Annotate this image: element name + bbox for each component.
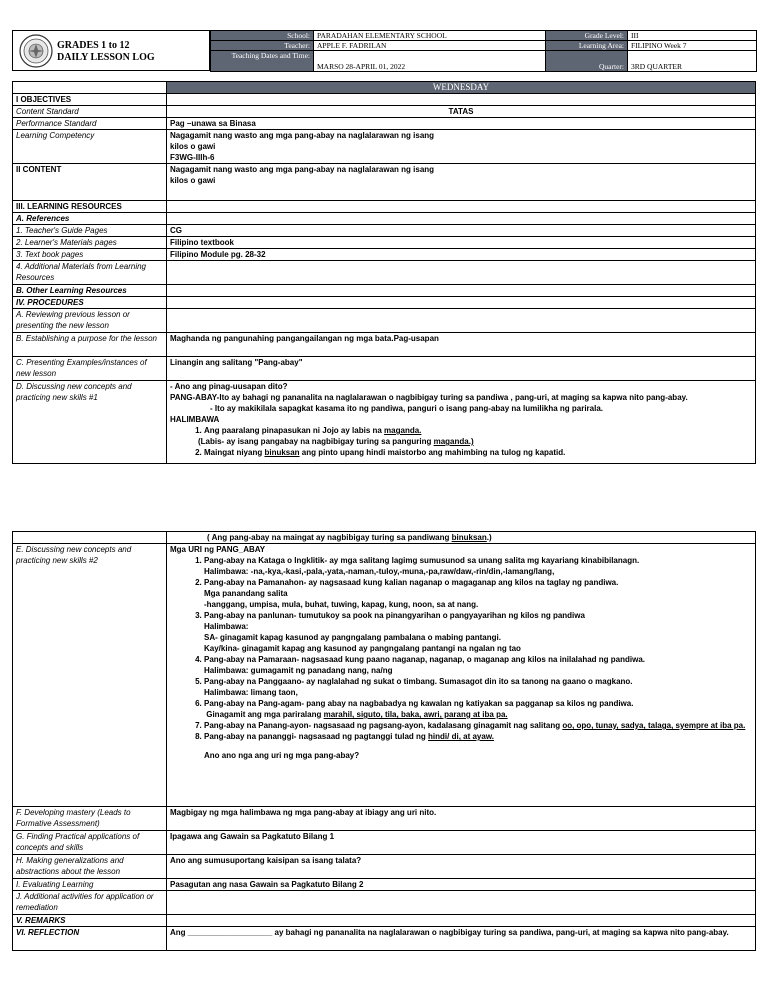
cont-text-a: ( Ang pang-abay na maingat ay nagbibigay turing sa pandiwang [207, 533, 452, 542]
tb-value: Filipino Module pg. 28-32 [167, 249, 756, 261]
procedures-cell [167, 297, 756, 309]
proc-i-label: I. Evaluating Learning [13, 879, 167, 891]
e-item-8 [204, 731, 752, 742]
dates-value: MARSO 28-APRIL 01, 2022 [314, 51, 546, 72]
competency-code: F3WG-IIIh-6 [170, 153, 215, 162]
e-item-2 [204, 577, 752, 610]
teacher-label: Teacher: [211, 41, 314, 51]
competency-value [167, 130, 756, 164]
competency-line-2: kilos o gawi [170, 142, 216, 151]
d-line-1: - Ano ang pinag-uusapan dito? [170, 382, 288, 391]
title-line-2: DAILY LESSON LOG [57, 52, 155, 63]
proc-b-label: B. Establishing a purpose for the lesson [13, 333, 167, 357]
references-cell [167, 213, 756, 225]
proc-i-value: Pasagutan ang nasa Gawain sa Pagkatuto Bilang 2 [167, 879, 756, 891]
content-value [167, 164, 756, 201]
e7-underlined: oo, opo, tunay, sadya, talaga, syempre at iba pa. [562, 721, 746, 730]
proc-g-value: Ipagawa ang Gawain sa Pagkatuto Bilang 1 [167, 831, 756, 855]
proc-b-value: Maghanda ng pangunahing pangangailangan ng mga bata.Pag-usapan [167, 333, 756, 357]
cont-underlined: binuksan [451, 533, 487, 542]
quarter-label: Quarter: [546, 51, 628, 72]
e1-example: Halimbawa: -na,-kya,-kasi,-pala,-yata,-naman,-tuloy,-muna,-pa,raw/daw,-rin/din,-lamang/lang, [204, 567, 555, 576]
reflection-label: VI. REFLECTION [13, 927, 167, 951]
lesson-table-page-2 [12, 531, 756, 951]
e-item-5 [204, 676, 752, 698]
school-label: School: [211, 31, 314, 41]
tb-label: 3. Text book pages [13, 249, 167, 261]
d-line-2: PANG-ABAY-Ito ay bahagi ng pananalita na naglalarawan o nagbibigay turing sa pandiwa , pang-uri, at maging sa kapwa nito pang-abay. [170, 393, 688, 402]
d-example-2 [204, 447, 752, 458]
content-standard-value: TATAS [167, 106, 756, 118]
title-line-1: GRADES 1 to 12 [57, 40, 130, 51]
remarks-label: V. REMARKS [13, 915, 167, 927]
e-item-4 [204, 654, 752, 676]
resources-label: III. LEARNING RESOURCES [13, 201, 167, 213]
d-ex2-text-a: Maingat niyang [204, 448, 265, 457]
quarter-value: 3RD QUARTER [628, 51, 757, 72]
content-line-2: kilos o gawi [170, 176, 216, 185]
grade-label: Grade Level: [546, 31, 628, 41]
d-ex1-note-underlined: maganda.) [433, 437, 474, 446]
objectives-label: I OBJECTIVES [13, 94, 167, 106]
remarks-cell [167, 915, 756, 927]
d-ex1-text: Ang paaralang pinapasukan ni Jojo ay labis na [204, 426, 385, 435]
area-value: FILIPINO Week 7 [628, 41, 757, 51]
proc-f-label: F. Developing mastery (Leads to Formative Assessment) [13, 807, 167, 831]
competency-label: Learning Competency [13, 130, 167, 164]
proc-a-cell [167, 309, 756, 333]
e5-example: Halimbawa: limang taon, [204, 688, 298, 697]
other-resources-cell [167, 285, 756, 297]
dates-label: Teaching Dates and Time: [211, 51, 314, 72]
e3-sa: SA- ginagamit kapag kasunod ay pangngalang pambalana o mabing pantangi. [204, 633, 501, 642]
e4-example: Halimbawa: gumagamit ng panadang nang, na/ng [204, 666, 393, 675]
deped-seal-icon [19, 34, 53, 68]
teacher-value: APPLE F. FADRILAN [314, 41, 546, 51]
e1-text: Pang-abay na Kataga o Ingklitik- ay mga salitang lagimg sumusunod sa unang salita mg kayariang kinabibilanagn. [204, 556, 640, 565]
e-item-1 [204, 555, 752, 577]
other-resources-label: B. Other Learning Resources [13, 285, 167, 297]
add-materials-label: 4. Additional Materials from Learning Resources [13, 261, 167, 285]
procedures-label: IV. PROCEDURES [13, 297, 167, 309]
day-blank-cell [13, 82, 167, 94]
e2-markers: -hanggang, umpisa, mula, buhat, tuwing, kapag, kung, noon, sa at nang. [204, 600, 479, 609]
d-line-4: HALIMBAWA [170, 415, 220, 424]
e3-kay: Kay/kina- ginagamit kapag ang kasunod ay pangngalang pantangi na ngalan ng tao [204, 644, 521, 653]
cont-value [167, 532, 756, 544]
proc-e-label: E. Discussing new concepts and practicing new skills #2 [13, 544, 167, 807]
content-label: II CONTENT [13, 164, 167, 201]
e3-example-title: Halimbawa: [204, 622, 249, 631]
d-example-1 [204, 425, 752, 436]
resources-cell [167, 201, 756, 213]
proc-c-value: Linangin ang salitang "Pang-abay" [167, 357, 756, 381]
proc-c-label: C. Presenting Examples/instances of new lesson [13, 357, 167, 381]
tg-label: 1. Teacher's Guide Pages [13, 225, 167, 237]
performance-value: Pag –unawa sa Binasa [167, 118, 756, 130]
lesson-table-page-1 [12, 81, 756, 464]
e-item-6 [204, 698, 752, 720]
cont-text-c: .) [486, 533, 492, 542]
e2-marker-title: Mga panandang salita [204, 589, 288, 598]
e-item-7 [204, 720, 752, 731]
lm-value: Filipino textbook [167, 237, 756, 249]
proc-g-label: G. Finding Practical applications of concepts and skills [13, 831, 167, 855]
e-question: Ano ano nga ang uri ng mga pang-abay? [204, 751, 360, 760]
e6-text: Pang-abay na Pang-agam- pang abay na nagbabadya ng kawalan ng katiyakan sa pagganap sa kilos ng pandiwa. [204, 699, 634, 708]
proc-e-value [167, 544, 756, 807]
proc-d-value [167, 381, 756, 464]
header-logo-box [12, 30, 210, 71]
performance-label: Performance Standard [13, 118, 167, 130]
area-label: Learning Area: [546, 41, 628, 51]
d-ex2-underlined: binuksan [264, 448, 300, 457]
tg-value: CG [167, 225, 756, 237]
e3-text: Pang-abay na panlunan- tumutukoy sa pook na pinangyarihan o pangyayarihan ng kilos ng pandiwa [204, 611, 585, 620]
content-standard-label: Content Standard [13, 106, 167, 118]
school-value: PARADAHAN ELEMENTARY SCHOOL [314, 31, 546, 41]
grade-value: III [628, 31, 757, 41]
e-item-3 [204, 610, 752, 654]
e-title: Mga URI ng PANG_ABAY [170, 545, 266, 554]
lm-label: 2. Learner's Materials pages [13, 237, 167, 249]
d-ex1-underlined: maganda. [384, 426, 422, 435]
e5-text: Pang-abay na Panggaano- ay naglalahad ng sukat o timbang. Sumasagot din ito sa tanong na gaano o magkano. [204, 677, 633, 686]
e6-example-underlined: marahil, siguto, tila, baka, awri, parang at iba pa. [323, 710, 508, 719]
proc-j-label: J. Additional activities for application or remediation [13, 891, 167, 915]
e8-underlined: hindi/ di, at ayaw. [428, 732, 494, 741]
proc-j-cell [167, 891, 756, 915]
proc-d-label: D. Discussing new concepts and practicing new skills #1 [13, 381, 167, 464]
d-ex1-note-text: (Labis- ay isang pangabay na nagbibigay turing sa panguring [198, 437, 434, 446]
competency-line-1: Nagagamit nang wasto ang mga pang-abay na naglalarawan ng isang [170, 131, 435, 140]
proc-f-value: Magbigay ng mga halimbawa ng mga pang-abay at ibiagy ang uri nito. [167, 807, 756, 831]
proc-h-value: Ano ang sumusuportang kaisipan sa isang talata? [167, 855, 756, 879]
content-line-1: Nagagamit nang wasto ang mga pang-abay na naglalarawan ng isang [170, 165, 435, 174]
day-header: WEDNESDAY [167, 82, 756, 94]
references-label: A. References [13, 213, 167, 225]
e4-text: Pang-abay na Pamaraan- nagsasaad kung paano naganap, naganap, o maganap ang kilos na inilalahad ng pandiwa. [204, 655, 645, 664]
d-ex2-text-c: ang pinto upang hindi maistorbo ang mahimbing na tulog ng kapatid. [299, 448, 566, 457]
proc-h-label: H. Making generalizations and abstractions about the lesson [13, 855, 167, 879]
header-info-table [210, 30, 757, 72]
objectives-cell [167, 94, 756, 106]
proc-a-label: A. Reviewing previous lesson or presenting the new lesson [13, 309, 167, 333]
d-ex1-note [198, 436, 752, 447]
d-line-3: - Ito ay makikilala sapagkat kasama ito ng pandiwa, panguri o isang pang-abay na lumilikha ng parirala. [210, 404, 603, 413]
e7-text: Pang-abay na Panang-ayon- nagsasaad ng pagsang-ayon, kadalasang ginagamit nag salitang [204, 721, 563, 730]
cont-blank-cell [13, 532, 167, 544]
add-materials-cell [167, 261, 756, 285]
e6-example-a: Ginagamit ang mga pariralang [206, 710, 324, 719]
lesson-log-title [57, 40, 155, 64]
reflection-value: Ang ___________________ ay bahagi ng pananalita na naglalarawan o nagbibigay turing sa pandiwa, pang-uri, at maging sa kapwa nito pang-abay. [167, 927, 756, 951]
e2-text: Pang-abay na Pamanahon- ay nagsasaad kung kalian naganap o magaganap ang kilos na taglay ng pandiwa. [204, 578, 619, 587]
e8-text: Pang-abay na pananggi- nagsasaad ng pagtanggi tulad ng [204, 732, 429, 741]
